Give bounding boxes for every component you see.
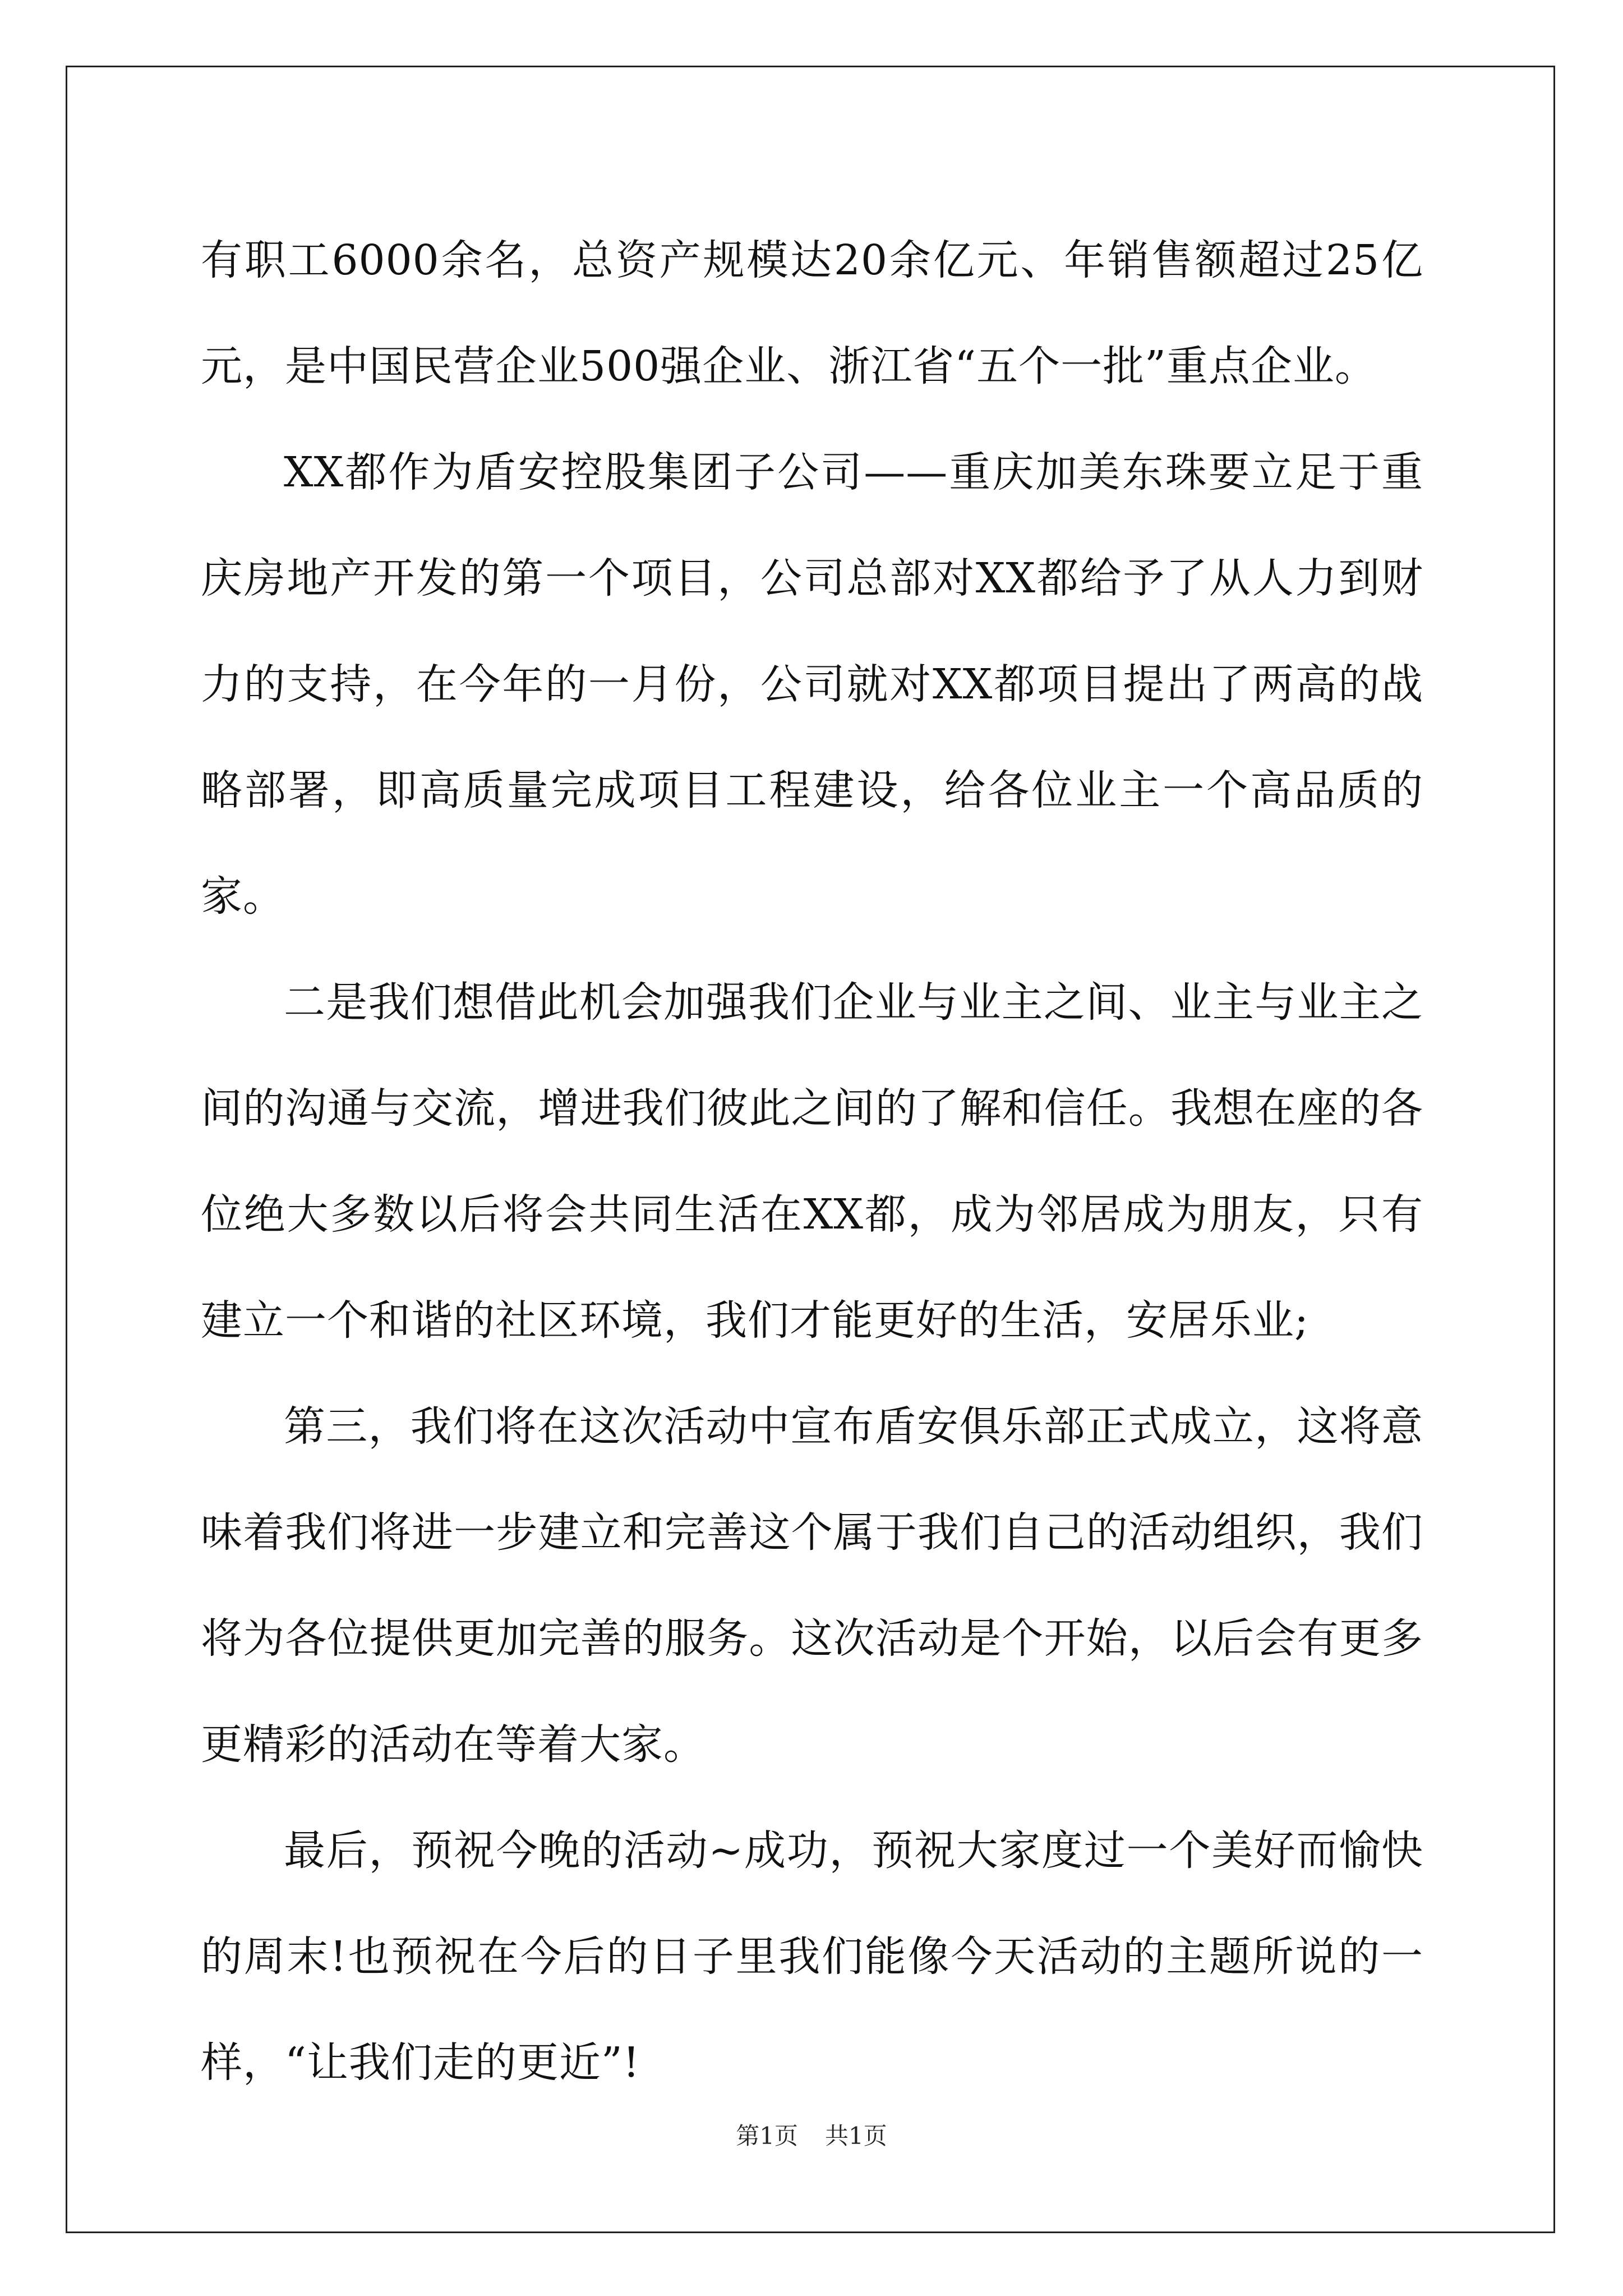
paragraph-closing-wishes: 最后，预祝今晚的活动~成功，预祝大家度过一个美好而愉快的周末!也预祝在今后的日子里我们能像今天活动的主题所说的一样，“让我们走的更近”! (201, 1826, 1423, 2087)
paragraph-company-intro: XX都作为盾安控股集团子公司——重庆加美东珠要立足于重庆房地产开发的第一个项目，公司总部对XX都给予了从人力到财力的支持，在今年的一月份，公司就对XX都项目提出了两高的战略部署，即高质量完成项目工程建设，给各位业主一个高品质的家。 (201, 448, 1423, 921)
page-number: 第1页 (736, 2122, 798, 2150)
page-footer (0, 2119, 1623, 2153)
paragraph-continuation: 有职工6000余名，总资产规模达20余亿元、年销售额超过25亿元，是中国民营企业500强企业、浙江省“五个一批”重点企业。 (201, 236, 1423, 390)
document-body (201, 208, 1423, 2116)
page-total: 共1页 (825, 2122, 887, 2150)
paragraph-club-founding: 第三，我们将在这次活动中宣布盾安俱乐部正式成立，这将意味着我们将进一步建立和完善这个属于我们自己的活动组织，我们将为各位提供更加完善的服务。这次活动是个开始，以后会有更多更精彩的活动在等着大家。 (201, 1402, 1423, 1769)
paragraph-communication: 二是我们想借此机会加强我们企业与业主之间、业主与业主之间的沟通与交流，增进我们彼此之间的了解和信任。我想在座的各位绝大多数以后将会共同生活在XX都，成为邻居成为朋友，只有建立一个和谐的社区环境，我们才能更好的生活，安居乐业; (201, 978, 1423, 1345)
